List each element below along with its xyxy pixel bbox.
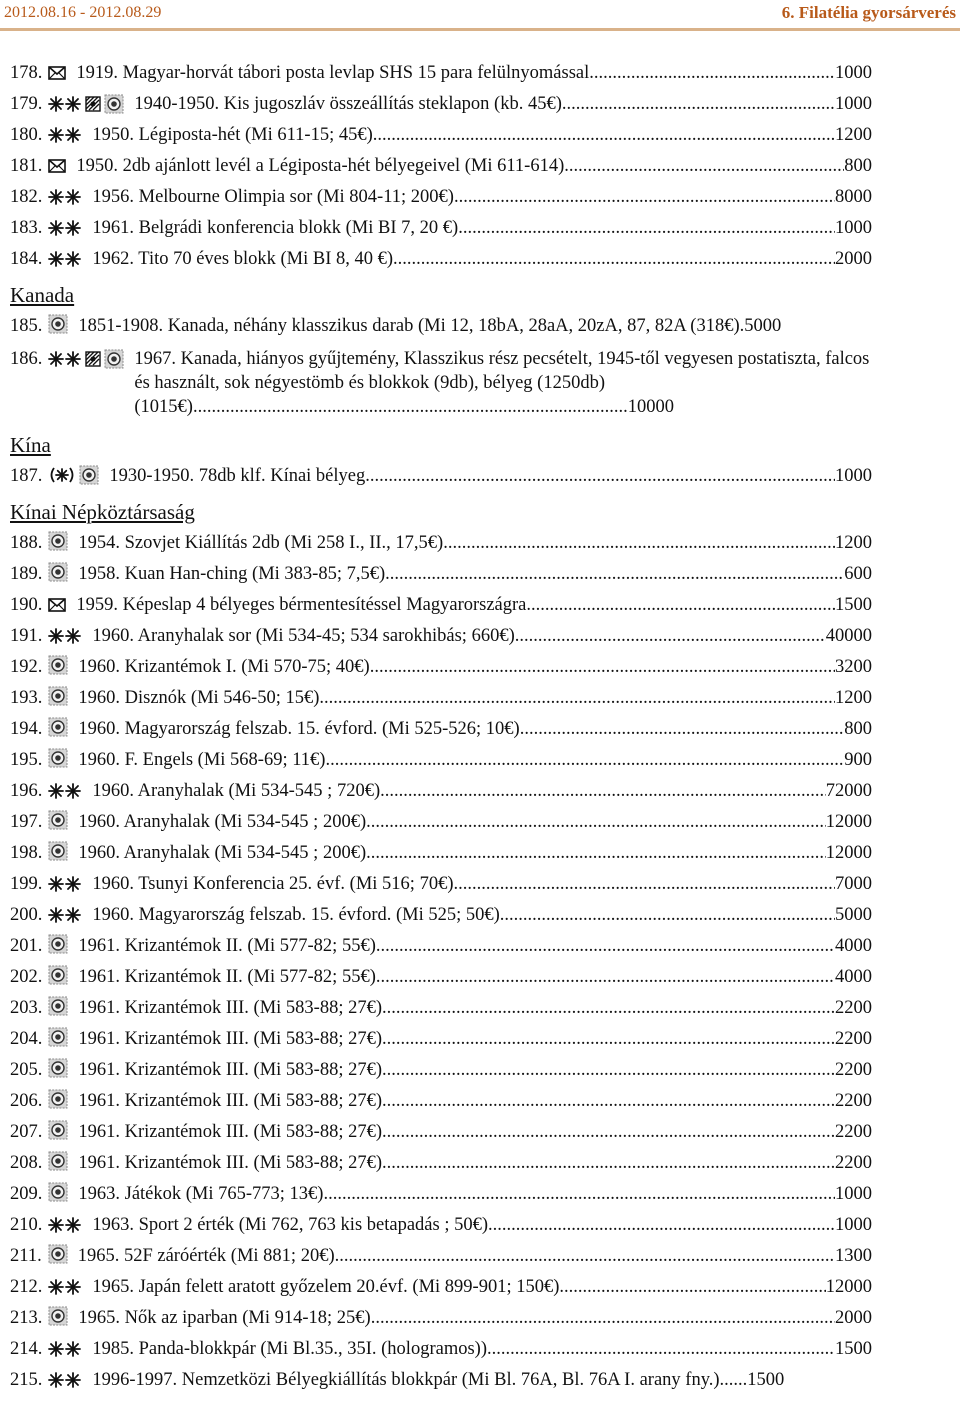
condition-icons (48, 158, 66, 174)
lot-row (10, 213, 872, 244)
dot-leader (564, 151, 844, 182)
dot-leader (382, 1055, 835, 1086)
condition-icons (48, 465, 99, 485)
lot-number: 213. (10, 1308, 43, 1328)
dot-leader (366, 838, 826, 869)
mint-stamp-icon (48, 1372, 82, 1388)
lot-price: 1200 (835, 125, 872, 145)
dot-leader (376, 962, 835, 993)
lot-description: 1959. Képeslap 4 bélyeges bérmentesítéssel Magyarországra (76, 595, 527, 615)
mint-stamp-icon (48, 1279, 82, 1295)
lot-row (10, 182, 872, 213)
dot-leader (589, 58, 835, 89)
condition-icons (48, 1120, 68, 1140)
dot-leader (562, 89, 835, 120)
lot-row (10, 745, 872, 776)
lot-row (10, 776, 872, 807)
condition-icons (48, 1151, 68, 1171)
lot-row (10, 714, 872, 745)
condition-icons (48, 1341, 82, 1357)
lot-row (10, 1365, 872, 1396)
lot-row (10, 1086, 872, 1117)
condition-icons (48, 531, 68, 551)
lot-number: 180. (10, 125, 43, 145)
lot-price: 900 (844, 750, 872, 770)
lot-price: 12000 (825, 812, 872, 832)
lot-price: 12000 (825, 1277, 872, 1297)
lot-number: 212. (10, 1277, 43, 1297)
lot-number: 191. (10, 626, 43, 646)
lot-row (10, 962, 872, 993)
lot-row (10, 342, 872, 425)
dot-leader (453, 869, 835, 900)
lot-price: 40000 (825, 626, 872, 646)
lot-row (10, 807, 872, 838)
lot-price: 4000 (835, 967, 872, 987)
lot-description: 1958. Kuan Han-ching (Mi 383-85; 7,5€) (78, 564, 386, 584)
dot-leader (385, 559, 844, 590)
lot-description: 1961. Krizantémok III. (Mi 583-88; 27€) (78, 1153, 383, 1173)
lot-description: 1965. 52F záróérték (Mi 881; 20€) (77, 1246, 335, 1266)
lot-row (10, 1210, 872, 1241)
dot-leader (325, 745, 844, 776)
lot-row (10, 1148, 872, 1179)
lot-row (10, 1024, 872, 1055)
mint-stamp-icon (48, 1341, 82, 1357)
lot-price: 10000 (627, 397, 674, 417)
condition-icons (48, 810, 68, 830)
lot-price: 5000 (835, 905, 872, 925)
lot-row (10, 58, 872, 89)
lot-row (10, 1303, 872, 1334)
used-stamp-icon (48, 717, 68, 737)
used-stamp-icon (48, 1306, 68, 1326)
lot-row (10, 461, 872, 492)
condition-icons (48, 94, 124, 114)
dot-leader (382, 1148, 835, 1179)
dot-leader: . (739, 316, 745, 336)
hinged-stamp-icon (85, 351, 101, 367)
used-stamp-icon (48, 686, 68, 706)
lot-description: 1963. Sport 2 érték (Mi 762, 763 kis betapadás ; 50€) (92, 1215, 489, 1235)
lot-row (10, 559, 872, 590)
lot-number: 205. (10, 1060, 43, 1080)
lot-description: 1960. Tsunyi Konferencia 25. évf. (Mi 516; 70€) (92, 874, 454, 894)
mint-stamp-icon (48, 127, 82, 143)
lot-number: 201. (10, 936, 43, 956)
dot-leader: .............................................................................................. (192, 397, 628, 417)
dot-leader (443, 528, 835, 559)
condition-icons (48, 748, 68, 768)
used-stamp-icon (48, 841, 68, 861)
lot-price: 1500 (835, 595, 872, 615)
lot-number: 181. (10, 156, 43, 176)
dot-leader (376, 931, 835, 962)
header-divider (0, 28, 960, 31)
lot-price: 2000 (835, 249, 872, 269)
lot-row (10, 1272, 872, 1303)
lot-row (10, 1117, 872, 1148)
condition-icons (48, 65, 66, 81)
lot-description: 1919. Magyar-horvát tábori posta levlap SHS 15 para felülnyomással (76, 63, 590, 83)
lot-price: 1000 (835, 1215, 872, 1235)
used-stamp-icon (48, 562, 68, 582)
condition-icons (48, 1217, 82, 1233)
condition-icons (48, 907, 82, 923)
lot-number: 197. (10, 812, 43, 832)
lot-description: 1963. Játékok (Mi 765-773; 13€) (78, 1184, 324, 1204)
lot-list (10, 58, 872, 1396)
lot-description: 1961. Krizantémok III. (Mi 583-88; 27€) (78, 1122, 383, 1142)
lot-number: 192. (10, 657, 43, 677)
lot-price: 2200 (835, 1091, 872, 1111)
dot-leader (335, 1241, 835, 1272)
used-stamp-icon (79, 465, 99, 485)
condition-icons (48, 189, 82, 205)
lot-price: 1200 (835, 533, 872, 553)
lot-description: 1851-1908. Kanada, néhány klasszikus darab (Mi 12, 18bA, 28aA, 20zA, 87, 82A (318€) (78, 316, 740, 336)
lot-description: 1950. Légiposta-hét (Mi 611-15; 45€) (92, 125, 373, 145)
lot-description: 1930-1950. 78db klf. Kínai bélyeg (109, 466, 366, 486)
lot-number: 179. (10, 94, 43, 114)
lot-price: 1500 (747, 1370, 785, 1390)
lot-row (10, 683, 872, 714)
lot-number: 182. (10, 187, 43, 207)
mint-stamp-icon (48, 876, 82, 892)
lot-number: 195. (10, 750, 43, 770)
used-stamp-icon (48, 965, 68, 985)
lot-number: 198. (10, 843, 43, 863)
lot-row (10, 1241, 872, 1272)
used-stamp-icon (48, 1089, 68, 1109)
section-heading: Kanada (10, 283, 75, 307)
condition-icons (48, 349, 124, 369)
mint-stamp-icon (48, 907, 82, 923)
condition-icons (48, 717, 68, 737)
lot-price: 7000 (835, 874, 872, 894)
condition-icons (48, 562, 68, 582)
mint-stamp-icon (48, 96, 82, 112)
lot-price: 72000 (825, 781, 872, 801)
condition-icons (48, 127, 82, 143)
lot-number: 211. (10, 1246, 42, 1266)
dot-leader (366, 807, 826, 838)
lot-row (10, 652, 872, 683)
lot-description: 1967. Kanada, hiányos gyűjtemény, Klasszikus rész pecsételt, 1945-től vegyesen postatiszta, falcos és használt, sok négyestömb és blokkok (9db), bélyeg (1250db) (1015€) (134, 349, 870, 417)
lot-price: 3200 (835, 657, 872, 677)
lot-number: 185. (10, 316, 43, 336)
lot-price: 12000 (825, 843, 872, 863)
lot-description: 1965. Japán felett aratott győzelem 20.évf. (Mi 899-901; 150€) (92, 1277, 560, 1297)
lot-description: 1961. Krizantémok II. (Mi 577-82; 55€) (78, 936, 376, 956)
condition-icons (48, 220, 82, 236)
lot-price: 1000 (835, 63, 872, 83)
lot-description: 1960. Aranyhalak sor (Mi 534-45; 534 sarokhibás; 660€) (92, 626, 515, 646)
section-heading: Kína (10, 433, 51, 457)
used-stamp-icon (48, 748, 68, 768)
lot-row (10, 151, 872, 182)
lot-price: 2200 (835, 1122, 872, 1142)
dot-leader (559, 1272, 825, 1303)
lot-description: 1954. Szovjet Kiállítás 2db (Mi 258 I., II., 17,5€) (78, 533, 444, 553)
used-stamp-icon (48, 810, 68, 830)
lot-description: 1956. Melbourne Olimpia sor (Mi 804-11; 200€) (92, 187, 454, 207)
lot-row (10, 869, 872, 900)
lot-description: 1961. Krizantémok II. (Mi 577-82; 55€) (78, 967, 376, 987)
used-stamp-icon (48, 1058, 68, 1078)
lot-price: 800 (844, 719, 872, 739)
mint-stamp-icon (48, 220, 82, 236)
lot-price: 800 (844, 156, 872, 176)
used-stamp-icon (48, 1182, 68, 1202)
lot-row (10, 590, 872, 621)
condition-icons (48, 597, 66, 613)
lot-description: 1940-1950. Kis jugoszláv összeállítás steklapon (kb. 45€) (134, 94, 562, 114)
lot-number: 214. (10, 1339, 43, 1359)
dot-leader (488, 1210, 835, 1241)
date-range: 2012.08.16 - 2012.08.29 (4, 4, 162, 21)
lot-price: 1000 (835, 466, 872, 486)
dot-leader (520, 714, 845, 745)
condition-icons (48, 314, 68, 334)
lot-number: 178. (10, 63, 43, 83)
dot-leader (380, 776, 826, 807)
lot-number: 193. (10, 688, 43, 708)
condition-icons (48, 1089, 68, 1109)
condition-icons (48, 841, 68, 861)
used-stamp-icon (48, 655, 68, 675)
dot-leader (393, 244, 835, 275)
lot-price: 2000 (835, 1308, 872, 1328)
mint-stamp-icon (48, 351, 82, 367)
dot-leader (382, 1024, 835, 1055)
mint-stamp-icon (48, 251, 82, 267)
lot-description: 1960. Krizantémok I. (Mi 570-75; 40€) (78, 657, 370, 677)
condition-icons (48, 783, 82, 799)
lot-description: 1960. Aranyhalak (Mi 534-545 ; 720€) (92, 781, 381, 801)
dot-leader (382, 1086, 835, 1117)
lot-description: 1960. Magyarország felszab. 15. évford. (Mi 525; 50€) (92, 905, 500, 925)
condition-icons (48, 1372, 82, 1388)
lot-price: 8000 (835, 187, 872, 207)
lot-price: 4000 (835, 936, 872, 956)
mint-stamp-icon (48, 628, 82, 644)
lot-number: 206. (10, 1091, 43, 1111)
lot-description: 1960. Aranyhalak (Mi 534-545 ; 200€) (78, 843, 367, 863)
condition-icons (48, 996, 68, 1016)
lot-number: 207. (10, 1122, 43, 1142)
dot-leader (487, 1334, 835, 1365)
lot-number: 199. (10, 874, 43, 894)
lot-description: 1961. Krizantémok III. (Mi 583-88; 27€) (78, 1091, 383, 1111)
lot-row (10, 621, 872, 652)
used-stamp-icon (48, 314, 68, 334)
condition-icons (48, 686, 68, 706)
lot-number: 183. (10, 218, 43, 238)
dot-leader (454, 182, 835, 213)
dot-leader (373, 120, 835, 151)
lot-price: 2200 (835, 998, 872, 1018)
lot-number: 186. (10, 349, 43, 369)
lot-number: 189. (10, 564, 43, 584)
lot-number: 200. (10, 905, 43, 925)
dot-leader (319, 683, 835, 714)
condition-icons (48, 1182, 68, 1202)
condition-icons (48, 1244, 68, 1264)
condition-icons (48, 876, 82, 892)
no-gum-stamp-icon (48, 466, 76, 484)
envelope-icon (48, 158, 66, 174)
lot-number: 215. (10, 1370, 43, 1390)
dot-leader (515, 621, 826, 652)
lot-description: 1960. Disznók (Mi 546-50; 15€) (78, 688, 320, 708)
lot-price: 1000 (835, 1184, 872, 1204)
dot-leader (500, 900, 835, 931)
lot-number: 202. (10, 967, 43, 987)
lot-row (10, 89, 872, 120)
lot-price: 600 (844, 564, 872, 584)
auction-title: 6. Filatélia gyorsárverés (781, 3, 956, 22)
lot-number: 190. (10, 595, 43, 615)
lot-row (10, 931, 872, 962)
dot-leader: ...... (719, 1370, 748, 1390)
lot-price: 1500 (835, 1339, 872, 1359)
condition-icons (48, 1306, 68, 1326)
lot-row (10, 120, 872, 151)
condition-icons (48, 1027, 68, 1047)
lot-description: 1996-1997. Nemzetközi Bélyegkiállítás blokkpár (Mi Bl. 76A, Bl. 76A I. arany fny.) (92, 1370, 720, 1390)
lot-price: 2200 (835, 1060, 872, 1080)
lot-description: 1960. Magyarország felszab. 15. évford. (Mi 525-526; 10€) (78, 719, 520, 739)
section-heading: Kínai Népköztársaság (10, 500, 195, 524)
lot-number: 203. (10, 998, 43, 1018)
condition-icons (48, 1279, 82, 1295)
lot-price: 2200 (835, 1029, 872, 1049)
dot-leader (526, 590, 835, 621)
used-stamp-icon (104, 349, 124, 369)
lot-price: 1300 (835, 1246, 872, 1266)
mint-stamp-icon (48, 1217, 82, 1233)
used-stamp-icon (48, 934, 68, 954)
lot-number: 194. (10, 719, 43, 739)
lot-row (10, 1334, 872, 1365)
lot-number: 209. (10, 1184, 43, 1204)
lot-row (10, 900, 872, 931)
condition-icons (48, 251, 82, 267)
lot-description: 1950. 2db ajánlott levél a Légiposta-hét bélyegeivel (Mi 611-614) (76, 156, 565, 176)
dot-leader (365, 461, 835, 492)
lot-description: 1961. Krizantémok III. (Mi 583-88; 27€) (78, 1029, 383, 1049)
lot-description: 1960. Aranyhalak (Mi 534-545 ; 200€) (78, 812, 367, 832)
used-stamp-icon (48, 1244, 68, 1264)
lot-description: 1985. Panda-blokkpár (Mi Bl.35., 35I. (hologramos)) (92, 1339, 487, 1359)
lot-number: 187. (10, 466, 43, 486)
condition-icons (48, 655, 68, 675)
used-stamp-icon (48, 1027, 68, 1047)
lot-price: 1200 (835, 688, 872, 708)
used-stamp-icon (104, 94, 124, 114)
lot-row (10, 1179, 872, 1210)
dot-leader (323, 1179, 835, 1210)
mint-stamp-icon (48, 189, 82, 205)
used-stamp-icon (48, 1120, 68, 1140)
lot-description: 1961. Belgrádi konferencia blokk (Mi BI 7, 20 €) (92, 218, 459, 238)
lot-price: 1000 (835, 94, 872, 114)
lot-row (10, 993, 872, 1024)
condition-icons (48, 934, 68, 954)
used-stamp-icon (48, 996, 68, 1016)
lot-row (10, 311, 872, 342)
condition-icons (48, 1058, 68, 1078)
lot-number: 204. (10, 1029, 43, 1049)
lot-price: 5000 (744, 316, 782, 336)
condition-icons (48, 628, 82, 644)
lot-description: 1960. F. Engels (Mi 568-69; 11€) (78, 750, 326, 770)
lot-price: 2200 (835, 1153, 872, 1173)
used-stamp-icon (48, 531, 68, 551)
lot-price: 1000 (835, 218, 872, 238)
dot-leader (382, 993, 835, 1024)
lot-number: 184. (10, 249, 43, 269)
lot-number: 196. (10, 781, 43, 801)
dot-leader (382, 1117, 835, 1148)
dot-leader (458, 213, 835, 244)
mint-stamp-icon (48, 783, 82, 799)
dot-leader (370, 652, 835, 683)
lot-description: 1965. Nők az iparban (Mi 914-18; 25€) (78, 1308, 371, 1328)
condition-icons (48, 965, 68, 985)
page-header (0, 0, 960, 26)
lot-number: 210. (10, 1215, 43, 1235)
lot-number: 208. (10, 1153, 43, 1173)
lot-number: 188. (10, 533, 43, 553)
hinged-stamp-icon (85, 96, 101, 112)
used-stamp-icon (48, 1151, 68, 1171)
lot-description: 1962. Tito 70 éves blokk (Mi BI 8, 40 €) (92, 249, 394, 269)
lot-description: 1961. Krizantémok III. (Mi 583-88; 27€) (78, 998, 383, 1018)
dot-leader (371, 1303, 835, 1334)
lot-row (10, 244, 872, 275)
envelope-icon (48, 65, 66, 81)
lot-description: 1961. Krizantémok III. (Mi 583-88; 27€) (78, 1060, 383, 1080)
envelope-icon (48, 597, 66, 613)
lot-row (10, 528, 872, 559)
lot-row (10, 1055, 872, 1086)
lot-row (10, 838, 872, 869)
